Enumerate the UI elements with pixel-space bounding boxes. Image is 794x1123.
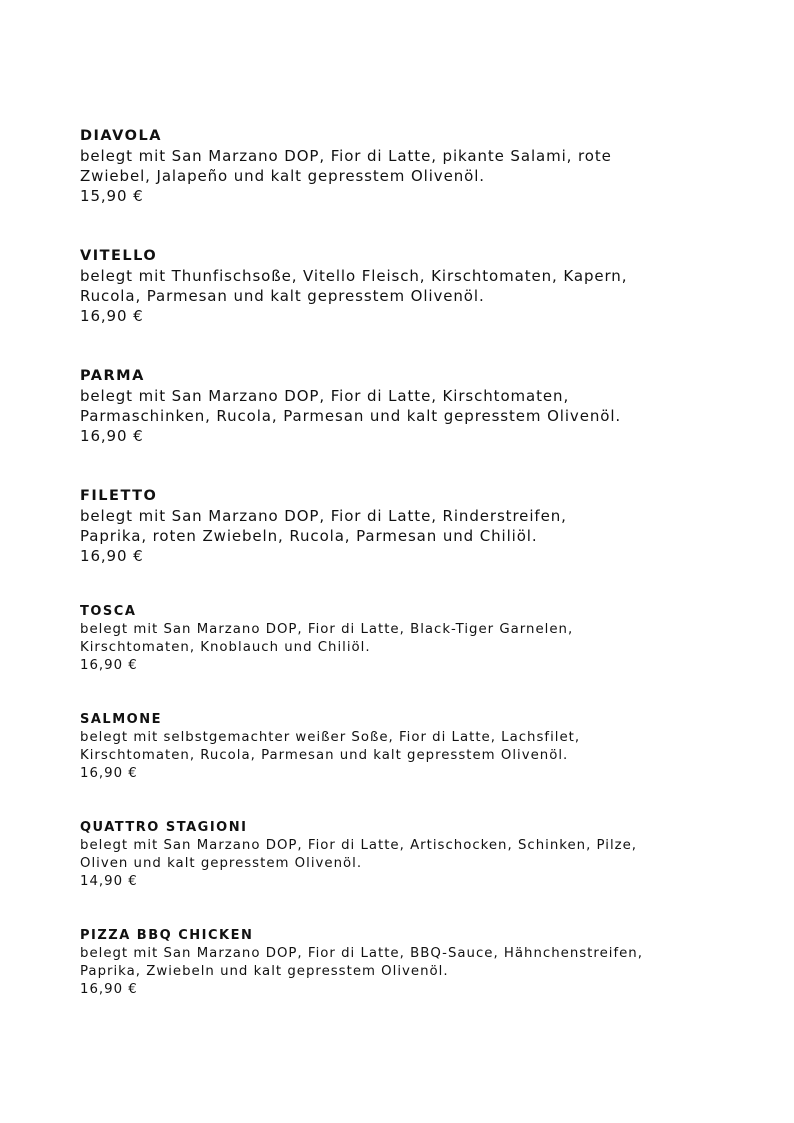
item-description-line: belegt mit San Marzano DOP, Fior di Latte, Black-Tiger Garnelen, <box>80 622 574 637</box>
item-description-line: belegt mit San Marzano DOP, Fior di Latte, pikante Salami, rote <box>80 147 612 165</box>
item-name: FILETTO <box>80 488 158 504</box>
item-description-line: belegt mit selbstgemachter weißer Soße, Fior di Latte, Lachsfilet, <box>80 730 581 745</box>
item-description-line: belegt mit San Marzano DOP, Fior di Latte, BBQ-Sauce, Hähnchenstreifen, <box>80 946 643 961</box>
item-description-line: belegt mit Thunfischsoße, Vitello Fleisch, Kirschtomaten, Kapern, <box>80 267 628 285</box>
item-price: 14,90 € <box>80 874 138 889</box>
item-name: PIZZA BBQ CHICKEN <box>80 928 254 943</box>
menu-item-salmone <box>80 711 760 783</box>
item-name: DIAVOLA <box>80 128 162 144</box>
item-name: VITELLO <box>80 248 158 264</box>
item-description-line: Parmaschinken, Rucola, Parmesan und kalt gepresstem Olivenöl. <box>80 407 622 425</box>
item-price: 16,90 € <box>80 658 138 673</box>
menu-item-parma <box>80 366 760 446</box>
item-description-line: Zwiebel, Jalapeño und kalt gepresstem Olivenöl. <box>80 167 485 185</box>
item-price: 16,90 € <box>80 766 138 781</box>
item-price: 16,90 € <box>80 547 144 565</box>
menu-item-pizza-bbq-chicken <box>80 927 760 999</box>
menu-item-tosca <box>80 603 760 675</box>
item-name: SALMONE <box>80 712 162 727</box>
item-description-line: Paprika, Zwiebeln und kalt gepresstem Olivenöl. <box>80 964 449 979</box>
item-name: TOSCA <box>80 604 137 619</box>
item-price: 16,90 € <box>80 307 144 325</box>
item-description-line: belegt mit San Marzano DOP, Fior di Latte, Kirschtomaten, <box>80 387 570 405</box>
menu-item-quattro-stagioni <box>80 819 760 891</box>
menu-item-filetto <box>80 486 760 566</box>
item-description-line: Paprika, roten Zwiebeln, Rucola, Parmesan und Chiliöl. <box>80 527 538 545</box>
item-description-line: Rucola, Parmesan und kalt gepresstem Olivenöl. <box>80 287 485 305</box>
menu-item-vitello <box>80 246 760 326</box>
menu-item-diavola <box>80 126 760 206</box>
item-description-line: belegt mit San Marzano DOP, Fior di Latte, Artischocken, Schinken, Pilze, <box>80 838 638 853</box>
item-name: PARMA <box>80 368 145 384</box>
item-description-line: belegt mit San Marzano DOP, Fior di Latte, Rinderstreifen, <box>80 507 567 525</box>
item-price: 16,90 € <box>80 982 138 997</box>
item-description-line: Kirschtomaten, Rucola, Parmesan und kalt gepresstem Olivenöl. <box>80 748 569 763</box>
item-price: 15,90 € <box>80 187 144 205</box>
item-description-line: Oliven und kalt gepresstem Olivenöl. <box>80 856 363 871</box>
item-description-line: Kirschtomaten, Knoblauch und Chiliöl. <box>80 640 371 655</box>
item-price: 16,90 € <box>80 427 144 445</box>
item-name: QUATTRO STAGIONI <box>80 820 248 835</box>
